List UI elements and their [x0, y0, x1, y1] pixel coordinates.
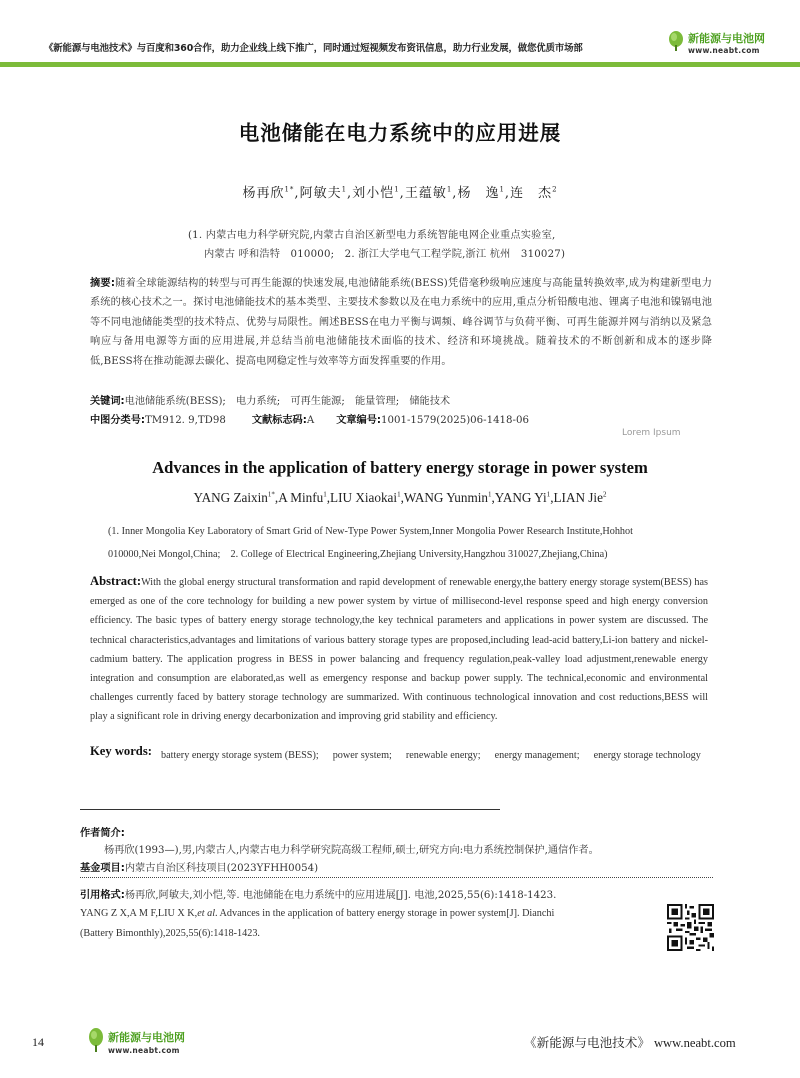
- keyword-en: power system;: [332, 750, 392, 761]
- author-en: LIU Xiaokai: [330, 490, 398, 505]
- article-no-label: 文章编号:: [336, 415, 382, 426]
- author-en: YANG Zaixin: [193, 490, 268, 505]
- author-cn: 王蕴敏: [404, 186, 447, 201]
- keywords-en: [161, 746, 709, 765]
- doc-code-value: A: [306, 415, 315, 426]
- author-cn: 连 杰: [510, 186, 553, 201]
- footer-journal-name: 《新能源与电池技术》: [524, 1035, 650, 1050]
- author-sup: 1: [397, 490, 401, 499]
- footer-logo-url: www.neabt.com: [108, 1046, 180, 1055]
- author-cn: 阿敏夫: [299, 186, 342, 201]
- footer-logo[interactable]: [86, 1025, 196, 1057]
- abstract-cn-text: 随着全球能源结构的转型与可再生能源的快速发展,电池储能系统(BESS)凭借毫秒级响应速度与高能量转换效率,成为构建新型电力系统的核心技术之一。探讨电池储能技术的基本类型、主要技术参数以及在电力系统中的应用,重点分析铅酸电池、锂离子电池和镍镉电池等不同电池储能类型的技术特点、优势与局限性。阐述BESS在电力平衡与调频、峰谷调节与负荷平衡、可再生能源并网与消纳以及紧急响应与备用电源等方面的应用进展,并总结当前电池储能技术面临的技术、经济和环境挑战。随着技术的不断创新和成本的逐步降低,BESS将在推动能源去碳化、提高电网稳定性与效率等方面发挥重要的作用。: [90, 278, 712, 367]
- keywords-cn-text: 电池储能系统(BESS); 电力系统; 可再生能源; 能量管理; 储能技术: [124, 396, 451, 407]
- citation-cn-text: 杨再欣,阿敏夫,刘小恺,等. 电池储能在电力系统中的应用进展[J]. 电池,2025,55(6):1418-1423.: [124, 890, 557, 901]
- author-sup: 2: [552, 185, 558, 194]
- keyword-en: battery energy storage system (BESS);: [161, 750, 319, 761]
- clc-value: TM912. 9,TD98: [145, 415, 226, 426]
- abstract-en-label: Abstract:: [90, 574, 142, 588]
- footer-logo-name: 新能源与电池网: [108, 1031, 185, 1044]
- footnote-divider: [80, 809, 500, 810]
- title-en: Advances in the application of battery energy storage in power system: [152, 458, 648, 477]
- author-intro-label: [80, 824, 125, 839]
- abstract-en-text: With the global energy structural transformation and rapid development of renewable energy,the battery energy storage system(BESS) has emerged as one of the core technology for building a new power system by virtue of millisecond-level response speed and high energy conversion efficiency. The basic types of battery energy storage technology,the key technical parameters and applications in power system are discussed. The technical characteristics,advantages and limitations of various battery storage types are proposed,including lead-acid battery,Li-ion battery and nickel-cadmium battery. The application progress in BESS in power balancing and frequency regulation,peak-valley load adjustment,renewable energy integration and consumption are elaborated,as well as emergency response and backup power supply. The technical,economic and environmental challenges currently faced by battery storage technology are summarized. With continuous technological innovation and cost reductions,BESS will play a significant role in driving energy decarbonization and improving grid stability and efficiency.: [90, 577, 708, 723]
- author-sup: 1: [546, 490, 551, 499]
- author-sup: 1*: [267, 490, 275, 499]
- affiliation-en-line-2: 010000,Nei Mongol,China; 2. College of Electrical Engineering,Zhejiang University,Hangzhou 310027,Zhejiang,China): [108, 549, 608, 560]
- authors-cn: 杨再欣$^{1*}$,阿敏夫$^1$,刘小恺$^1$,王蕴敏$^1$,杨 逸$^1$,连 杰$^2$: [242, 185, 558, 201]
- citation-divider: [80, 877, 713, 878]
- author-en: LIAN Jie: [553, 490, 603, 505]
- keyword-en: energy management;: [494, 750, 580, 761]
- citation-cn: [80, 886, 556, 901]
- author-cn: 杨 逸: [457, 186, 500, 201]
- header-logo-url: www.neabt.com: [688, 46, 760, 55]
- keywords-cn: [90, 392, 450, 407]
- affiliation-cn-line-2: 内蒙古 呼和浩特 010000; 2. 浙江大学电气工程学院,浙江 杭州 310027): [204, 249, 566, 260]
- citation-label: 引用格式:: [80, 890, 125, 901]
- author-sup: 1: [394, 185, 400, 194]
- clc-label: 中图分类号:: [90, 415, 146, 426]
- abstract-cn: [90, 274, 712, 371]
- author-sup: 1: [341, 185, 348, 194]
- author-sup: 1: [446, 185, 453, 194]
- watermark-text: Lorem Ipsum: [622, 428, 681, 438]
- fund-label: 基金项目:: [80, 863, 125, 874]
- author-en: WANG Yunmin: [403, 490, 488, 505]
- author-sup: 1*: [284, 185, 295, 194]
- citation-en-line-1: [80, 908, 554, 919]
- qr-code-icon[interactable]: [667, 904, 714, 951]
- affiliation-en-line-1: (1. Inner Mongolia Key Laboratory of Smart Grid of New-Type Power System,Inner Mongolia Power Research Institute,Hohhot: [108, 526, 633, 537]
- header-divider: [0, 62, 800, 67]
- doc-code-label: 文献标志码:: [251, 415, 307, 426]
- fund-value: 内蒙古自治区科技项目(2023YFHH0054): [124, 863, 319, 874]
- keyword-en: energy storage technology: [593, 750, 701, 761]
- author-en: YANG Yi: [494, 490, 547, 505]
- classification-line: [90, 411, 529, 426]
- header-notice: 《新能源与电池技术》与百度和360合作，助力企业线上线下推广，同时通过短视频发布资讯信息，助力行业发展，做您优质市场部: [44, 43, 583, 54]
- keywords-en-label: Key words:: [90, 744, 152, 758]
- fund-line: [80, 859, 318, 874]
- footer-journal-url[interactable]: www.neabt.com: [653, 1036, 736, 1050]
- keyword-en: renewable energy;: [405, 750, 481, 761]
- leaf-logo-icon: [86, 1027, 106, 1053]
- author-cn: 刘小恺: [352, 186, 395, 201]
- footer-journal: [524, 1032, 736, 1051]
- page-number: 14: [32, 1035, 44, 1049]
- abstract-cn-label: 摘要:: [90, 278, 116, 289]
- author-cn: 杨再欣: [242, 186, 285, 201]
- affiliation-cn-line-1: (1. 内蒙古电力科学研究院,内蒙古自治区新型电力系统智能电网企业重点实验室,: [188, 230, 556, 241]
- author-sup: 2: [602, 490, 607, 499]
- leaf-logo-icon: [666, 30, 686, 52]
- header-logo[interactable]: [666, 28, 766, 58]
- citation-en-italic: et al: [197, 908, 216, 919]
- keywords-cn-label: 关键词:: [90, 396, 125, 407]
- author-sup: 1: [488, 490, 492, 499]
- article-no-value: 1001-1579(2025)06-1418-06: [381, 415, 529, 426]
- author-sup: 1: [323, 490, 327, 499]
- author-en: A Minfu: [278, 490, 324, 505]
- author-intro: 杨再欣(1993—),男,内蒙古人,内蒙古电力科学研究院高级工程师,硕士,研究方向:电力系统控制保护,通信作者。: [104, 845, 599, 856]
- header-logo-name: 新能源与电池网: [688, 32, 765, 45]
- abstract-en: [90, 572, 708, 727]
- citation-en-pre: YANG Z X,A M F,LIU X K,: [80, 908, 198, 919]
- citation-en-post: . Advances in the application of battery energy storage in power system[J]. Dianchi: [215, 908, 555, 919]
- title-cn: 电池储能在电力系统中的应用进展: [238, 121, 562, 145]
- citation-en-line-2: (Battery Bimonthly),2025,55(6):1418-1423.: [80, 928, 260, 939]
- author-sup: 1: [499, 185, 505, 194]
- authors-en: YANG Zaixin$^{1*}$,A Minfu$^1$,LIU Xiaokai$^1$,WANG Yunmin$^1$,YANG Yi$^1$,LIAN Jie$^2$: [193, 490, 607, 505]
- author-intro-label-text: 作者简介:: [80, 828, 125, 839]
